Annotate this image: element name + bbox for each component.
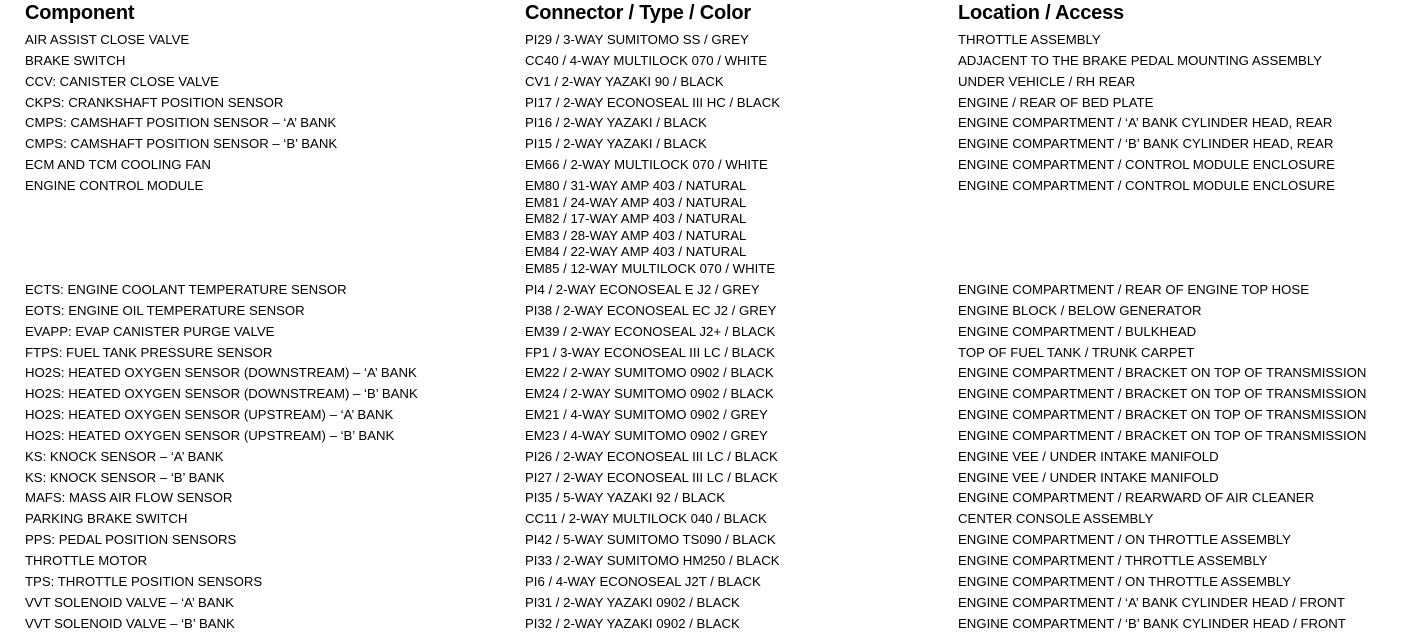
connector-line: EM22 / 2-WAY SUMITOMO 0902 / BLACK — [525, 365, 774, 381]
component-cell: CMPS: CAMSHAFT POSITION SENSOR – ‘A’ BANK — [25, 115, 337, 131]
location-cell: ENGINE COMPARTMENT / THROTTLE ASSEMBLY — [958, 553, 1268, 568]
connector-line: PI4 / 2-WAY ECONOSEAL E J2 / GREY — [525, 281, 760, 297]
component-cell: PPS: PEDAL POSITION SENSORS — [25, 532, 237, 548]
connector-cell — [525, 53, 767, 70]
component-cell: HO2S: HEATED OXYGEN SENSOR (UPSTREAM) – ‘B’ BANK — [25, 427, 395, 443]
connector-line: EM21 / 4-WAY SUMITOMO 0902 / GREY — [525, 407, 768, 423]
component-cell: PARKING BRAKE SWITCH — [25, 511, 188, 527]
component-cell: THROTTLE MOTOR — [25, 553, 148, 568]
connector-line: PI15 / 2-WAY YAZAKI / BLACK — [525, 136, 707, 152]
location-cell: ENGINE COMPARTMENT / BULKHEAD — [958, 323, 1197, 339]
connector-cell — [525, 282, 760, 299]
connector-line: PI38 / 2-WAY ECONOSEAL EC J2 / GREY — [525, 302, 777, 318]
location-cell: ENGINE COMPARTMENT / BRACKET ON TOP OF TRANSMISSION — [958, 427, 1367, 443]
connector-line: CC40 / 4-WAY MULTILOCK 070 / WHITE — [525, 52, 768, 68]
connector-cell — [525, 386, 774, 403]
component-cell: ECM AND TCM COOLING FAN — [25, 157, 211, 173]
connector-line: EM85 / 12-WAY MULTILOCK 070 / WHITE — [525, 260, 776, 276]
header-component: Component — [25, 2, 135, 24]
connector-cell — [525, 553, 780, 570]
connector-cell — [525, 303, 776, 320]
connector-line: PI16 / 2-WAY YAZAKI / BLACK — [525, 115, 707, 131]
location-cell: ENGINE COMPARTMENT / ‘A’ BANK CYLINDER HEAD / FRONT — [958, 594, 1345, 610]
location-cell: ENGINE COMPARTMENT / ON THROTTLE ASSEMBLY — [958, 532, 1291, 548]
component-cell: MAFS: MASS AIR FLOW SENSOR — [25, 490, 233, 506]
component-cell: VVT SOLENOID VALVE – ‘A’ BANK — [25, 594, 234, 610]
location-cell: ENGINE COMPARTMENT / CONTROL MODULE ENCLOSURE — [958, 177, 1335, 193]
component-cell: EOTS: ENGINE OIL TEMPERATURE SENSOR — [25, 302, 305, 318]
component-cell: AIR ASSIST CLOSE VALVE — [25, 32, 190, 47]
connector-cell — [525, 32, 749, 49]
connector-line: CC11 / 2-WAY MULTILOCK 040 / BLACK — [525, 511, 767, 527]
component-cell: KS: KNOCK SENSOR – ‘A’ BANK — [25, 448, 224, 464]
connector-cell — [525, 595, 740, 612]
connector-cell — [525, 136, 707, 153]
component-cell: CMPS: CAMSHAFT POSITION SENSOR – ‘B’ BANK — [25, 136, 338, 152]
connector-line: EM81 / 24-WAY AMP 403 / NATURAL — [525, 194, 747, 210]
connector-line: EM82 / 17-WAY AMP 403 / NATURAL — [525, 211, 747, 227]
location-cell: ENGINE COMPARTMENT / ‘B’ BANK CYLINDER HEAD, REAR — [958, 136, 1334, 152]
connector-cell — [525, 490, 725, 507]
component-cell: CKPS: CRANKSHAFT POSITION SENSOR — [25, 94, 284, 110]
connector-line: CV1 / 2-WAY YAZAKI 90 / BLACK — [525, 73, 724, 89]
connector-cell — [525, 532, 776, 549]
location-cell: ENGINE COMPARTMENT / ON THROTTLE ASSEMBLY — [958, 573, 1291, 589]
location-cell: ENGINE VEE / UNDER INTAKE MANIFOLD — [958, 448, 1219, 464]
connector-cell — [525, 511, 767, 528]
location-cell: ENGINE COMPARTMENT / CONTROL MODULE ENCLOSURE — [958, 157, 1335, 173]
location-cell: ENGINE COMPARTMENT / BRACKET ON TOP OF TRANSMISSION — [958, 407, 1367, 423]
connector-line: PI31 / 2-WAY YAZAKI 0902 / BLACK — [525, 594, 740, 610]
connector-line: EM23 / 4-WAY SUMITOMO 0902 / GREY — [525, 427, 768, 443]
connector-line: PI42 / 5-WAY SUMITOMO TS090 / BLACK — [525, 532, 776, 548]
connector-line: PI33 / 2-WAY SUMITOMO HM250 / BLACK — [525, 553, 780, 568]
connector-line: PI35 / 5-WAY YAZAKI 92 / BLACK — [525, 490, 726, 506]
location-cell: UNDER VEHICLE / RH REAR — [958, 73, 1136, 89]
location-cell: ENGINE COMPARTMENT / ‘A’ BANK CYLINDER HEAD, REAR — [958, 115, 1333, 131]
connector-cell — [525, 345, 775, 362]
component-cell: TPS: THROTTLE POSITION SENSORS — [25, 573, 263, 589]
component-cell: EVAPP: EVAP CANISTER PURGE VALVE — [25, 323, 275, 339]
connector-line: EM66 / 2-WAY MULTILOCK 070 / WHITE — [525, 157, 768, 173]
connector-line: PI32 / 2-WAY YAZAKI 0902 / BLACK — [525, 615, 740, 631]
component-cell: HO2S: HEATED OXYGEN SENSOR (DOWNSTREAM) – ‘B’ BANK — [25, 386, 418, 402]
connector-cell — [525, 115, 707, 132]
connector-line: EM84 / 22-WAY AMP 403 / NATURAL — [525, 244, 747, 260]
location-cell: CENTER CONSOLE ASSEMBLY — [958, 511, 1154, 527]
connector-cell — [525, 95, 780, 112]
component-cell: BRAKE SWITCH — [25, 52, 126, 68]
location-cell: ENGINE VEE / UNDER INTAKE MANIFOLD — [958, 469, 1219, 485]
location-cell: ENGINE COMPARTMENT / ‘B’ BANK CYLINDER HEAD / FRONT — [958, 615, 1346, 631]
location-cell: ENGINE / REAR OF BED PLATE — [958, 94, 1154, 110]
header-location: Location / Access — [958, 2, 1124, 24]
connector-line: FP1 / 3-WAY ECONOSEAL III LC / BLACK — [525, 344, 775, 360]
location-cell: THROTTLE ASSEMBLY — [958, 32, 1101, 47]
connector-line: EM83 / 28-WAY AMP 403 / NATURAL — [525, 227, 747, 243]
component-cell: ECTS: ENGINE COOLANT TEMPERATURE SENSOR — [25, 281, 347, 297]
location-cell: ENGINE BLOCK / BELOW GENERATOR — [958, 302, 1202, 318]
connector-line: PI17 / 2-WAY ECONOSEAL III HC / BLACK — [525, 94, 781, 110]
connector-line: PI26 / 2-WAY ECONOSEAL III LC / BLACK — [525, 448, 778, 464]
location-cell: ENGINE COMPARTMENT / BRACKET ON TOP OF TRANSMISSION — [958, 386, 1367, 402]
location-cell: TOP OF FUEL TANK / TRUNK CARPET — [958, 344, 1195, 360]
component-cell: CCV: CANISTER CLOSE VALVE — [25, 73, 219, 89]
connector-cell — [525, 365, 774, 382]
location-cell: ENGINE COMPARTMENT / BRACKET ON TOP OF TRANSMISSION — [958, 365, 1367, 381]
connector-line: EM24 / 2-WAY SUMITOMO 0902 / BLACK — [525, 386, 774, 402]
connector-line: EM80 / 31-WAY AMP 403 / NATURAL — [525, 177, 747, 193]
location-cell: ADJACENT TO THE BRAKE PEDAL MOUNTING ASSEMBLY — [958, 52, 1322, 68]
connector-cell — [525, 574, 761, 591]
component-cell: ENGINE CONTROL MODULE — [25, 177, 204, 193]
connector-cell — [525, 157, 768, 174]
connector-cell — [525, 428, 768, 445]
component-cell: VVT SOLENOID VALVE – ‘B’ BANK — [25, 615, 235, 631]
header-connector: Connector / Type / Color — [525, 2, 751, 24]
connector-cell — [525, 449, 778, 466]
location-cell: ENGINE COMPARTMENT / REARWARD OF AIR CLEANER — [958, 490, 1315, 506]
connector-cell — [525, 178, 775, 278]
connector-cell — [525, 74, 724, 91]
connector-cell — [525, 407, 768, 424]
connector-line: EM39 / 2-WAY ECONOSEAL J2+ / BLACK — [525, 323, 776, 339]
component-cell: KS: KNOCK SENSOR – ‘B’ BANK — [25, 469, 225, 485]
connector-cell — [525, 470, 778, 487]
connector-cell — [525, 324, 775, 341]
connector-cell — [525, 616, 740, 633]
component-cell: HO2S: HEATED OXYGEN SENSOR (DOWNSTREAM) – ‘A’ BANK — [25, 365, 417, 381]
component-cell: HO2S: HEATED OXYGEN SENSOR (UPSTREAM) – ‘A’ BANK — [25, 407, 394, 423]
connector-line: PI6 / 4-WAY ECONOSEAL J2T / BLACK — [525, 573, 761, 589]
connector-line: PI29 / 3-WAY SUMITOMO SS / GREY — [525, 32, 749, 47]
location-cell: ENGINE COMPARTMENT / REAR OF ENGINE TOP HOSE — [958, 281, 1309, 297]
component-cell: FTPS: FUEL TANK PRESSURE SENSOR — [25, 344, 273, 360]
connector-line: PI27 / 2-WAY ECONOSEAL III LC / BLACK — [525, 469, 778, 485]
